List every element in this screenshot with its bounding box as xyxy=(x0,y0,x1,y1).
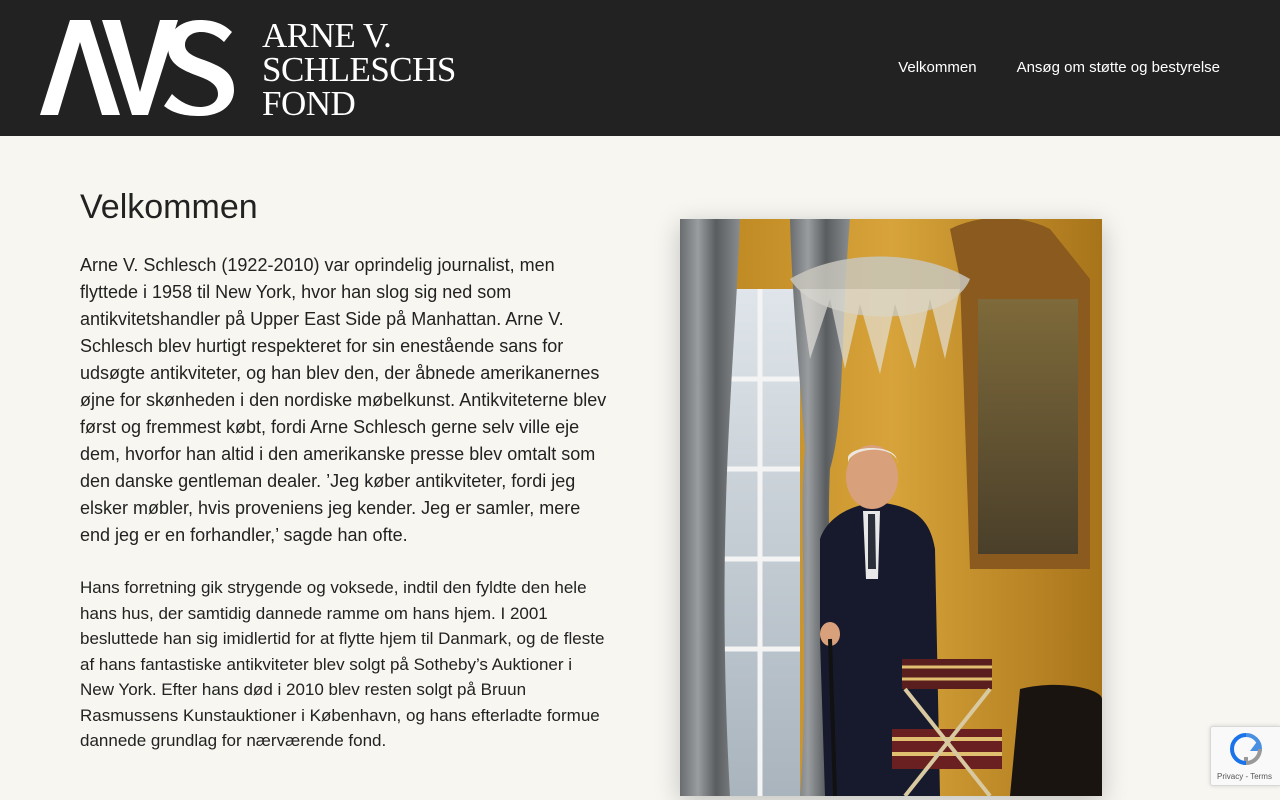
nav-link-velkommen[interactable]: Velkommen xyxy=(898,59,977,76)
main-content xyxy=(80,186,608,754)
page-title: Velkommen xyxy=(80,188,258,226)
site-logo[interactable] xyxy=(40,16,456,123)
site-header xyxy=(0,0,1280,136)
logo-line-1: ARNE V. xyxy=(262,16,392,55)
history-paragraph: Hans forretning gik strygende og voksede, indtil den fyldte den hele hans hus, der samtidig dannede ramme om hans hjem. I 2001 besluttede han sig imidlertid for at flytte hjem til Danmark, og de fleste af hans fantastiske antikviteter blev solgt på Sotheby’s Auktioner i New York. Efter hans død i 2010 blev resten solgt på Bruun Rasmussens Kunstauktioner i København, og hans efterladte formue dannede grundlag for nærværende fond. xyxy=(80,578,605,750)
portrait-photo xyxy=(680,219,1102,796)
recaptcha-links[interactable]: Privacy - Terms xyxy=(1217,772,1272,781)
nav-link-ansog[interactable]: Ansøg om støtte og bestyrelse xyxy=(1016,59,1220,76)
logo-line-2: SCHLESCHS xyxy=(262,50,456,89)
logo-line-3: FOND xyxy=(262,84,356,123)
avs-monogram-logo xyxy=(40,20,234,116)
logo-wordmark xyxy=(262,16,456,123)
portrait-illustration xyxy=(680,219,1102,796)
recaptcha-icon xyxy=(1229,732,1263,766)
recaptcha-badge[interactable] xyxy=(1210,726,1280,786)
intro-paragraph: Arne V. Schlesch (1922-2010) var oprindelig journalist, men flyttede i 1958 til New York, hvor han slog sig ned som antikvitetshandler på Upper East Side på Manhattan. Arne V. Schlesch blev hurtigt respekteret for sin enestående sans for udsøgte antikviteter, og han blev den, der åbnede amerikanernes øjne for skønheden i den nordiske møbelkunst. Antikviteterne blev først og fremmest købt, fordi Arne Schlesch gerne selv ville eje dem, hvorfor han altid i den amerikanske presse blev omtalt som den danske gentleman dealer. ’Jeg køber antikviteter, fordi jeg elsker møbler, hvis proveniens jeg kender. Jeg er samler, mere end jeg er en forhandler,’ sagde han ofte. xyxy=(80,255,607,545)
main-nav xyxy=(898,59,1220,77)
